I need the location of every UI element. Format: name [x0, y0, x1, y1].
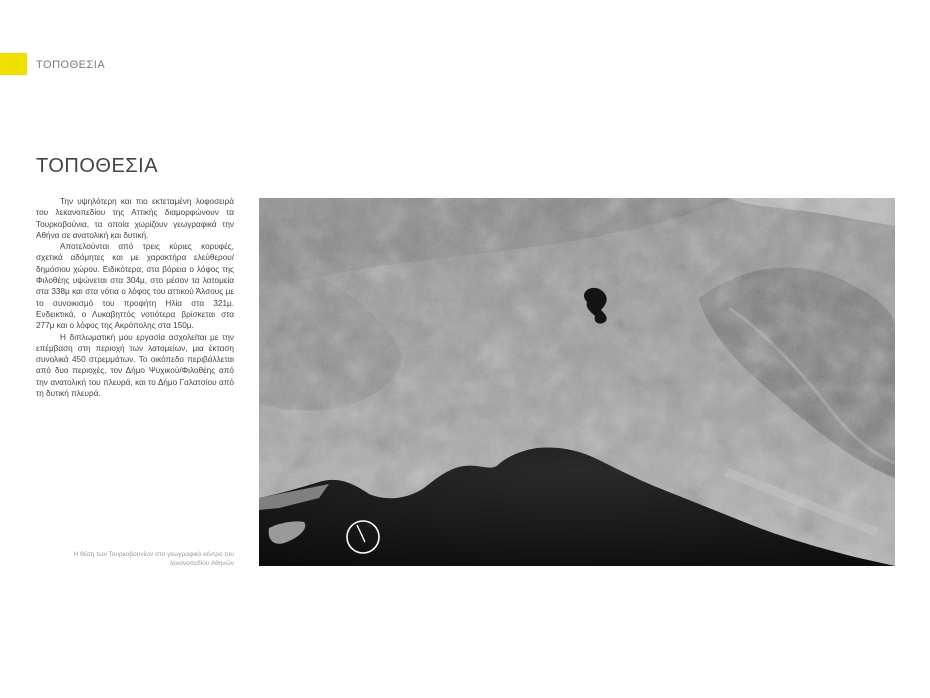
page-title: ΤΟΠΟΘΕΣΙΑ [36, 155, 159, 177]
body-paragraph: Η διπλωματική μου εργασία ασχολείται με την επέμβαση στη περιοχή των λατομείων, μια έκταση συνολικά 450 στρεμμάτων. Το οικόπεδο περιβάλλεται από δυο περιοχές, τον Δήμο Ψυχικού/Φιλοθέης από την ανατολική του πλευρά, και το Δήμο Γαλατσίου από τη δυτική πλευρά. [36, 332, 234, 399]
body-text [36, 196, 234, 399]
body-paragraph: Την υψηλότερη και πιο εκτεταμένη λοφοσειρά του λεκανοπεδίου της Αττικής διαμορφώνουν τα Τουρκοβούνια, τα οποία χωρίζουν γεωγραφικά την Αθήνα σε ανατολική και δυτική. [36, 197, 234, 240]
aerial-photo [259, 198, 895, 566]
body-paragraph: Αποτελούνται από τρεις κύριες κορυφές, σχετικά αδόμητες και με χαρακτήρα ελεύθερου/ δημόσιου χώρου. Ειδικότερα, στα βόρεια ο λόφος της Φιλοθέης υψώνεται στα 304μ, στο μέσον τα λατομεία στα 338μ και στα νότια ο λόφος του αττικού Άλσους με το συνοικισμό του προφήτη Ηλία στα 321μ. Ενδεικτικά, ο Λυκαβηττός νοτιότερα βρίσκεται στα 277μ και ο λόφος της Ακρόπολης στα 150μ. [36, 242, 234, 331]
header-label: ΤΟΠΟΘΕΣΙΑ [36, 59, 106, 71]
image-caption: Η θέση των Τουρκοβουνίων στο γεωγραφικό κέντρο του λεκανοπεδίου Αθηνών [73, 551, 234, 567]
header-accent-tab [0, 53, 27, 75]
